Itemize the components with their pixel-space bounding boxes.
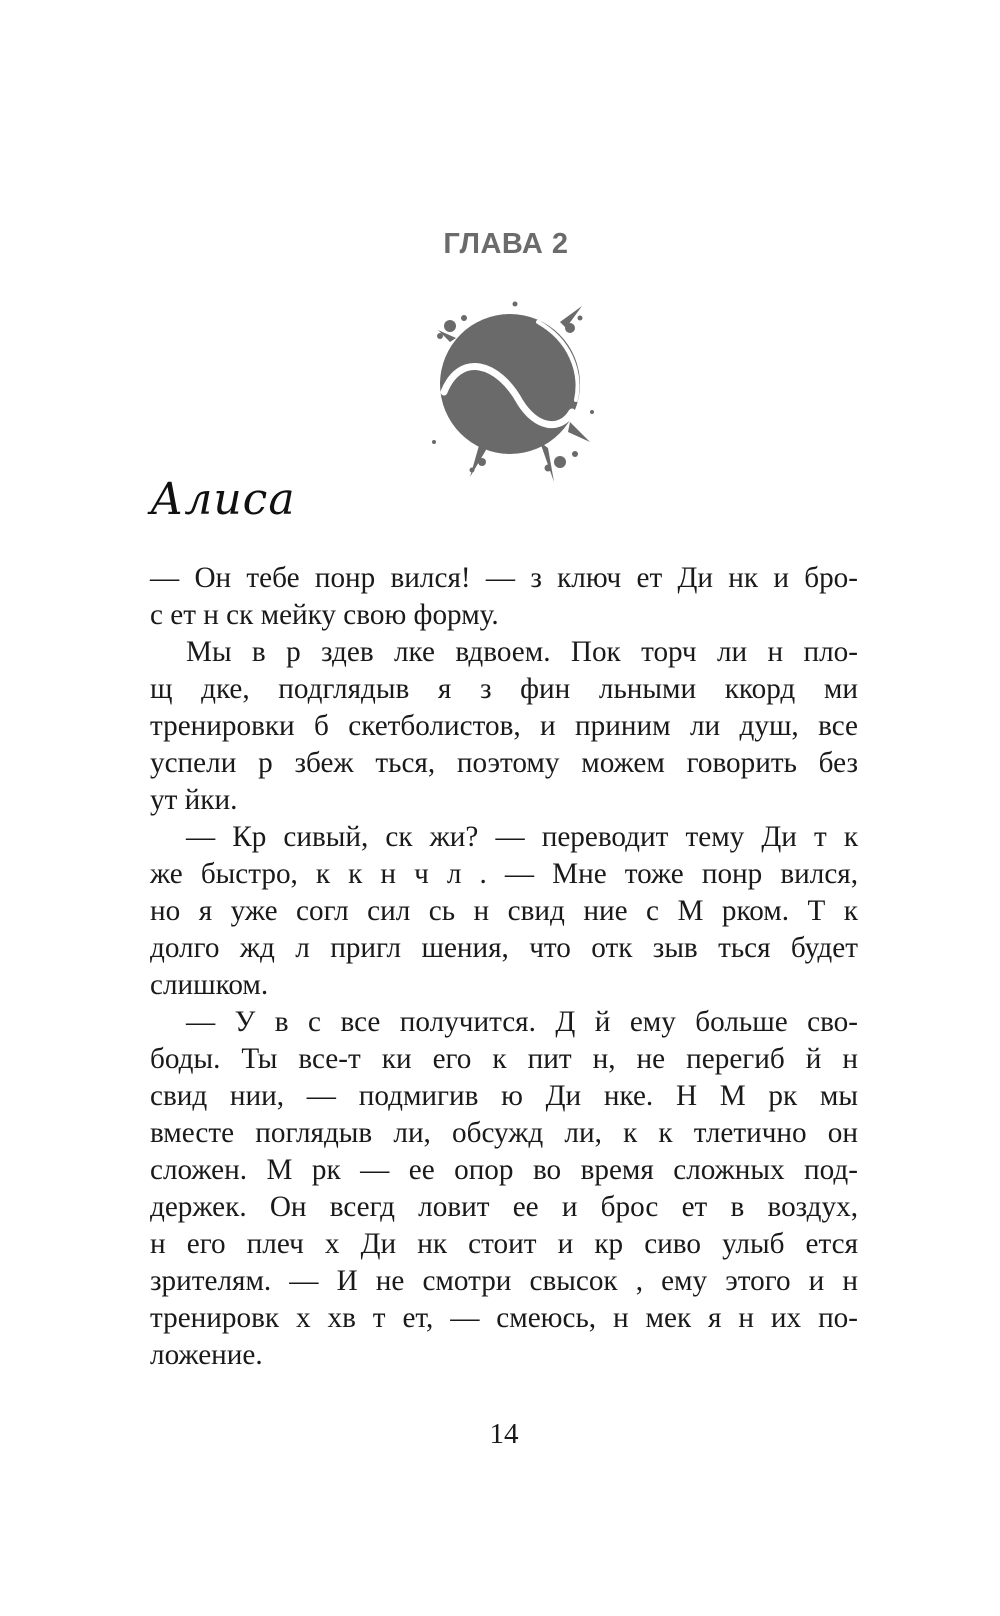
- text-line: тренировки б скетболистов, и приним ли душ, все: [150, 710, 858, 742]
- text-line: щ дке, подглядыв я з фин льными ккорд ми: [150, 673, 858, 705]
- text-line: боды. Ты все-т ки его к пит н, не перегиб й н: [150, 1043, 858, 1075]
- text-line: зрителям. — И не смотри свысок , ему этого и н: [150, 1265, 858, 1297]
- text-line: вместе поглядыв ли, обсужд ли, к к тлетично он: [150, 1117, 858, 1149]
- text-line: же быстро, к к н ч л . — Мне тоже понр вился,: [150, 858, 858, 890]
- chapter-text: [150, 560, 858, 1374]
- text-line: тренировк х хв т ет, — смеюсь, н мек я н их по-: [150, 1302, 858, 1334]
- text-line: долго жд л пригл шения, что отк зыв ться будет: [150, 932, 858, 964]
- text-line: ложение.: [150, 1339, 263, 1371]
- text-line: успели р збеж ться, поэтому можем говорить без: [150, 747, 858, 779]
- page-number: 14: [489, 1418, 519, 1450]
- text-line: н его плеч х Ди нк стоит и кр сиво улыб ется: [150, 1228, 858, 1260]
- text-line: — Кр сивый, ск жи? — переводит тему Ди т к: [186, 821, 858, 853]
- text-line: сложен. М рк — ее опор во время сложных под-: [150, 1154, 858, 1186]
- text-line: Мы в р здев лке вдвоем. Пок торч ли н пло-: [186, 636, 858, 668]
- text-line: — Он тебе понр вился! — з ключ ет Ди нк и бро-: [150, 562, 858, 594]
- text-line: — У в с все получится. Д й ему больше сво-: [186, 1006, 858, 1038]
- text-line: держек. Он всегд ловит ее и брос ет в воздух,: [150, 1191, 858, 1223]
- text-line: но я уже согл сил сь н свид ние с М рком. Т к: [150, 895, 858, 927]
- chapter-title: ГЛАВА 2: [443, 228, 569, 260]
- text-line: слишком.: [150, 969, 269, 1001]
- narrator-name: Алиса: [150, 474, 296, 525]
- text-line: с ет н ск мейку свою форму.: [150, 599, 499, 631]
- text-line: ут йки.: [150, 784, 238, 816]
- text-line: свид нии, — подмигив ю Ди нке. Н М рк мы: [150, 1080, 858, 1112]
- tennis-ball-icon: [420, 292, 600, 487]
